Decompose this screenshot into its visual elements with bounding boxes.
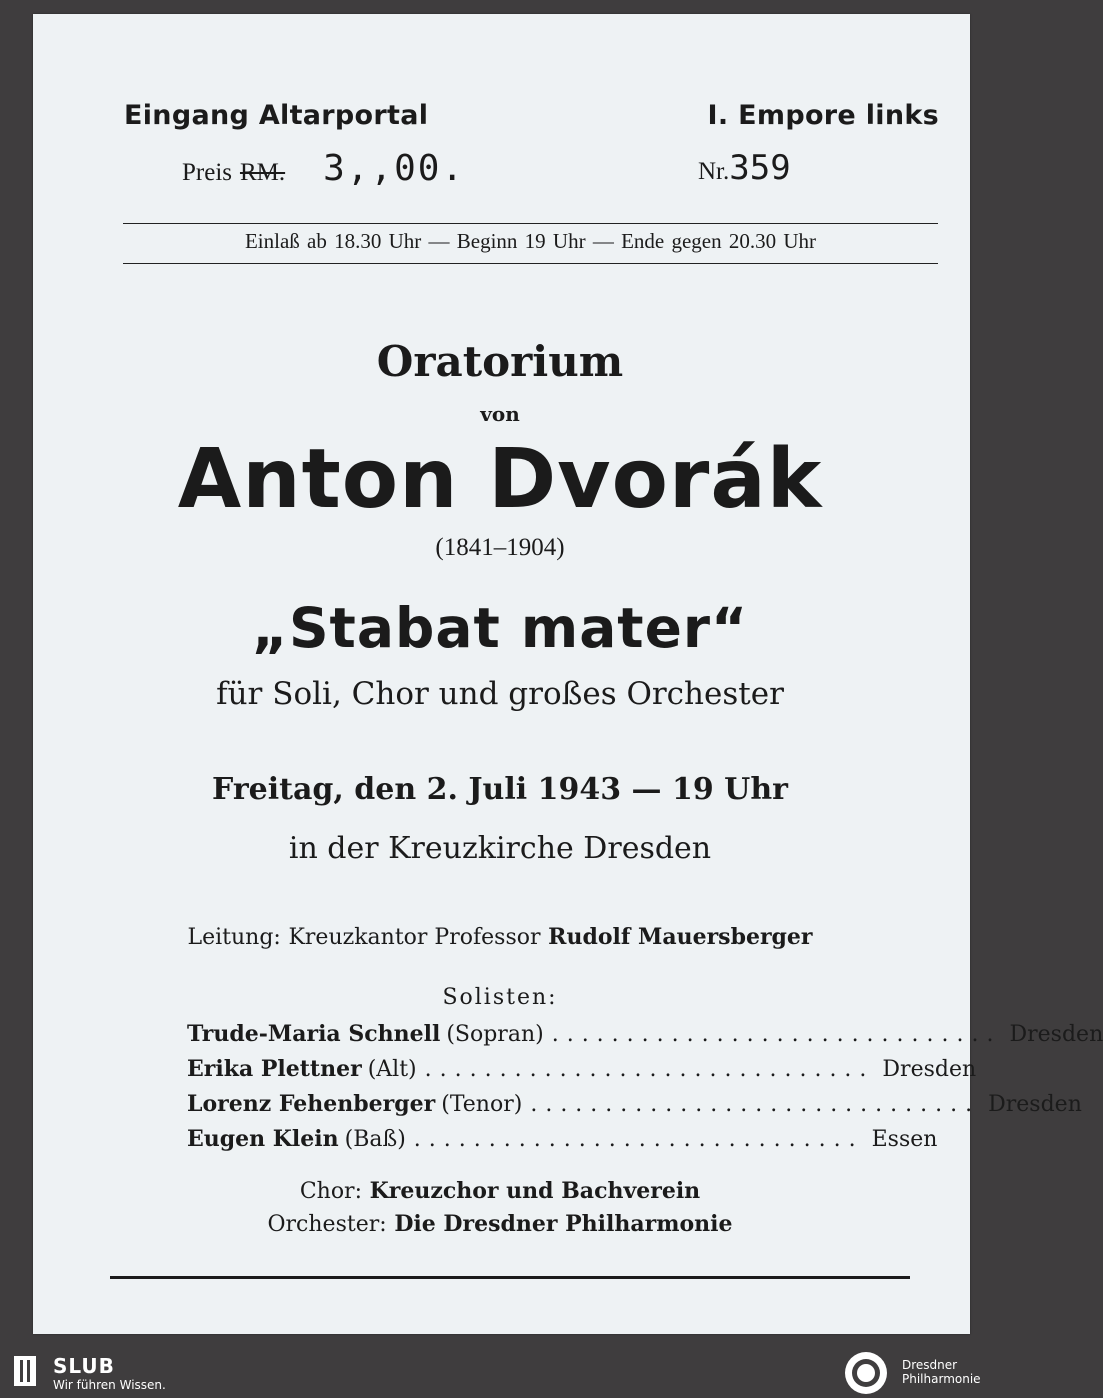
soloist-voice: (Tenor) [441, 1092, 523, 1117]
conductor-label: Leitung: [187, 925, 281, 950]
soloists-heading: Solisten: [442, 985, 558, 1010]
soloist-row [187, 1056, 977, 1082]
times-line: Einlaß ab 18.30 Uhr — Beginn 19 Uhr — Ende gegen 20.30 Uhr [244, 229, 817, 253]
soloist-voice: (Baß) [344, 1127, 406, 1152]
times-rule [123, 263, 938, 264]
footer-bar [0, 1348, 1000, 1398]
choir-line [0, 1178, 1000, 1204]
orchestra-name: Die Dresdner Philharmonie [394, 1211, 733, 1237]
scoring-line: für Soli, Chor und großes Orchester [216, 676, 784, 712]
soloist-city: Dresden [882, 1057, 977, 1082]
slub-name: SLUB [53, 1354, 115, 1378]
orchestra-line [0, 1211, 1000, 1237]
concert-venue: in der Kreuzkirche Dresden [288, 831, 712, 866]
soloist-row [187, 1021, 1103, 1047]
philharmonie-line1: Dresdner [902, 1358, 958, 1372]
conductor-line [0, 924, 1000, 950]
soloist-name: Lorenz Fehenberger [187, 1091, 436, 1117]
leader-dots: .............................. [413, 1127, 864, 1152]
number-label: Nr. [698, 158, 730, 185]
price-label: Preis [182, 159, 232, 186]
conductor-title: Kreuzkantor Professor [288, 925, 541, 950]
soloist-name: Eugen Klein [187, 1126, 339, 1152]
slub-tagline: Wir führen Wissen. [53, 1378, 166, 1392]
composer-name: Anton Dvorák [177, 432, 823, 527]
composer-years: (1841–1904) [435, 534, 565, 561]
seat-number-row [698, 148, 791, 188]
choir-name: Kreuzchor und Bachverein [369, 1178, 701, 1204]
soloist-voice: (Alt) [367, 1057, 417, 1082]
soloist-city: Dresden [1009, 1022, 1103, 1047]
soloist-city: Dresden [988, 1092, 1082, 1117]
soloist-city: Essen [871, 1127, 938, 1152]
genre-heading: Oratorium [376, 337, 624, 386]
leader-dots: .............................. [424, 1057, 875, 1082]
top-rule [123, 223, 938, 224]
soloist-row [187, 1126, 938, 1152]
soloist-row [187, 1091, 1082, 1117]
philharmonie-line2: Philharmonie [902, 1372, 981, 1386]
philharmonie-name [902, 1358, 981, 1386]
price-value: 3,,00. [323, 148, 466, 189]
leader-dots: .............................. [551, 1022, 1002, 1047]
philharmonie-logo-icon [844, 1351, 888, 1395]
slub-logo-icon [14, 1356, 36, 1386]
work-title: „Stabat mater“ [251, 596, 749, 660]
price-currency: RM. [239, 159, 286, 186]
entrance-label: Eingang Altarportal [124, 100, 429, 131]
soloist-voice: (Sopran) [446, 1022, 544, 1047]
gallery-label: I. Empore links [707, 100, 939, 131]
orchestra-label: Orchester: [267, 1212, 387, 1237]
soloist-name: Trude-Maria Schnell [187, 1021, 441, 1047]
leader-dots: .............................. [530, 1092, 981, 1117]
concert-date: Freitag, den 2. Juli 1943 — 19 Uhr [212, 772, 788, 807]
bottom-rule [110, 1276, 910, 1279]
choir-label: Chor: [299, 1179, 362, 1204]
soloist-name: Erika Plettner [187, 1056, 362, 1082]
price-row [182, 148, 465, 189]
conductor-name: Rudolf Mauersberger [548, 924, 813, 950]
number-value: 359 [729, 148, 791, 188]
by-label: von [480, 402, 520, 426]
